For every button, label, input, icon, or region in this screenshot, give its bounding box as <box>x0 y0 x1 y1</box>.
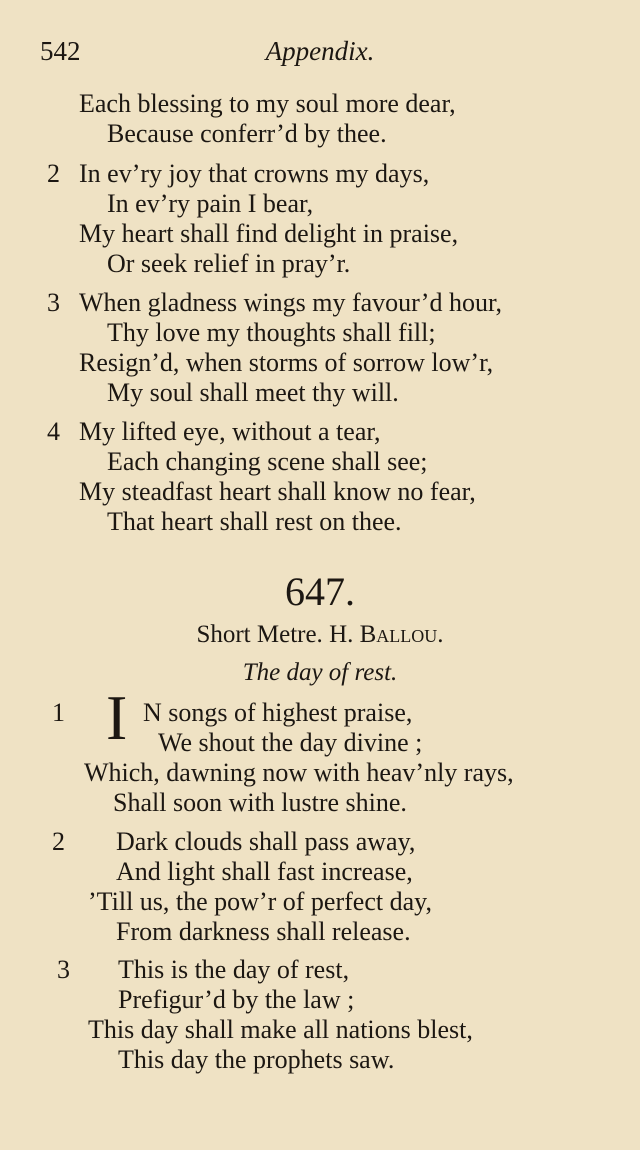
verse-line: When gladness wings my favour’d hour, <box>79 288 503 317</box>
hymn-title: The day of rest. <box>242 659 398 686</box>
verse-line: We shout the day divine ; <box>158 728 423 757</box>
verse-line: Prefigur’d by the law ; <box>118 985 355 1014</box>
verse-number: 2 <box>47 159 60 188</box>
verse-line: In ev’ry pain I bear, <box>107 189 314 218</box>
verse-line: Resign’d, when storms of sorrow low’r, <box>79 348 494 377</box>
author-surname: Ballou. <box>359 621 444 648</box>
verse-line: And light shall fast increase, <box>116 857 413 886</box>
hymn-number: 647. <box>285 569 355 614</box>
running-header <box>40 36 600 76</box>
verse-line: From darkness shall release. <box>116 917 411 946</box>
page-number: 542 <box>40 36 81 66</box>
verse-number: 3 <box>57 955 70 984</box>
verse-line: My steadfast heart shall know no fear, <box>79 477 476 506</box>
verse-line: My heart shall find delight in praise, <box>79 219 459 248</box>
verse-line: My lifted eye, without a tear, <box>79 417 381 446</box>
verse-line: Each changing scene shall see; <box>107 447 428 476</box>
verse-line: This day the prophets saw. <box>118 1045 395 1074</box>
verse-number: 3 <box>47 288 60 317</box>
running-title: Appendix. <box>265 36 375 66</box>
verse-line: Dark clouds shall pass away, <box>116 827 416 856</box>
verse-line: That heart shall rest on thee. <box>107 507 402 536</box>
hymn-meta <box>0 620 640 650</box>
hymn-meter: Short Metre. <box>196 621 323 648</box>
verse-number: 4 <box>47 417 60 446</box>
verse-number: 2 <box>52 827 65 856</box>
verse-line: Or seek relief in pray’r. <box>107 249 351 278</box>
verse-line: This is the day of rest, <box>118 955 350 984</box>
verse-line: In ev’ry joy that crowns my days, <box>79 159 430 188</box>
verse-line: Which, dawning now with heav’nly rays, <box>84 758 514 787</box>
verse-line: Each blessing to my soul more dear, <box>79 89 456 118</box>
verse-number: 1 <box>52 698 65 727</box>
verse-line: Shall soon with lustre shine. <box>113 788 407 817</box>
verse-line: ’Till us, the pow’r of perfect day, <box>88 887 432 916</box>
drop-cap: I <box>106 682 128 753</box>
verse-line: My soul shall meet thy will. <box>107 378 399 407</box>
verse-line: Thy love my thoughts shall fill; <box>107 318 436 347</box>
author-initial: H. <box>329 621 354 648</box>
verse-line: This day shall make all nations blest, <box>88 1015 473 1044</box>
verse-line: Because conferr’d by thee. <box>107 119 387 148</box>
verse-line: N songs of highest praise, <box>143 698 413 727</box>
